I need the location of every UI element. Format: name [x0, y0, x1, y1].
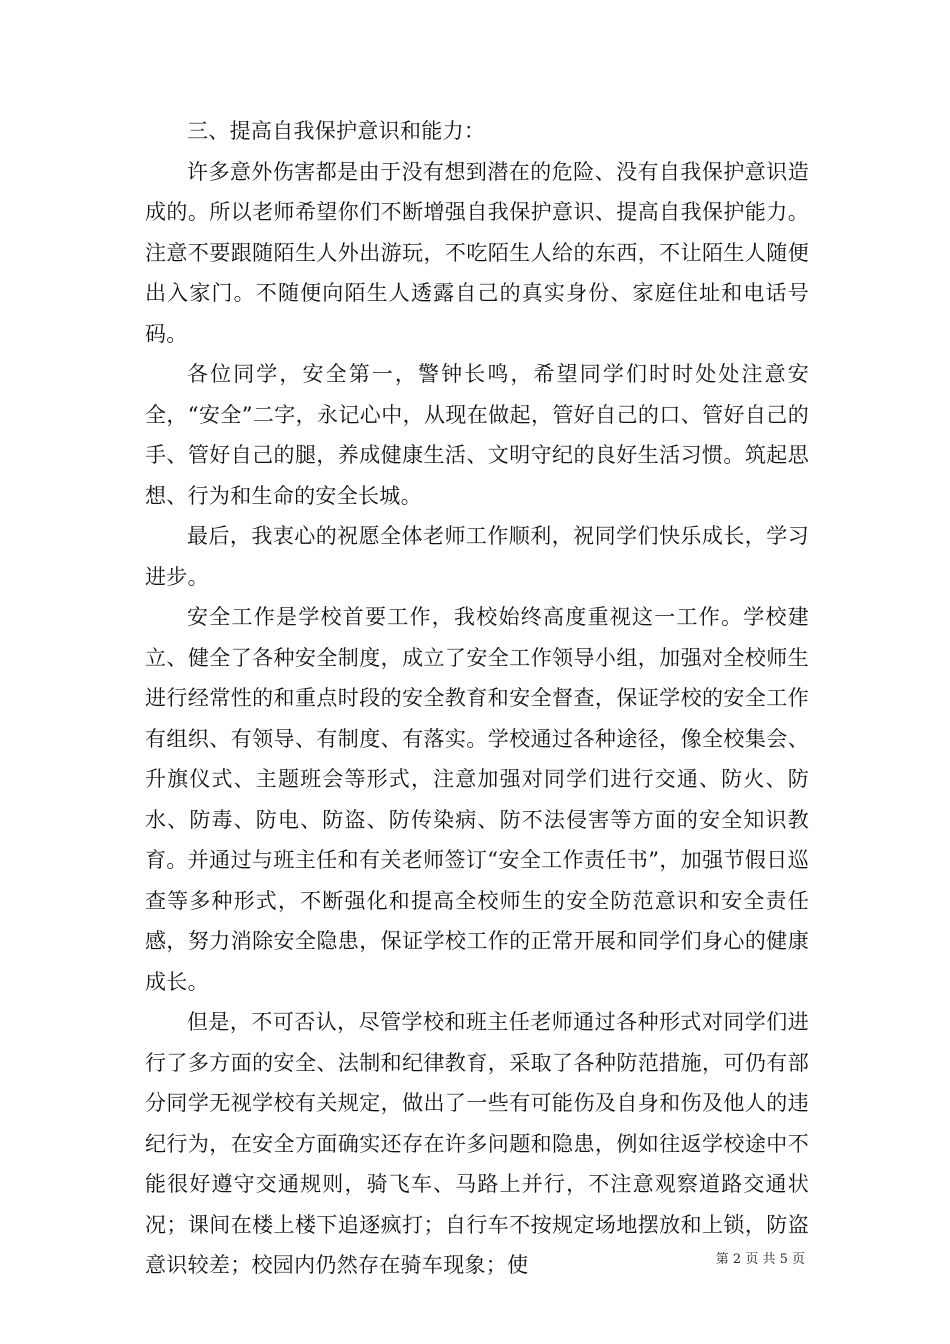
- section-heading: 三、提高自我保护意识和能力：: [187, 119, 486, 143]
- paragraph-existing-problems: 但是，不可否认，尽管学校和班主任老师通过各种形式对同学们进行了多方面的安全、法制和纪律教育，采取了各种防范措施，可仍有部分同学无视学校有关规定，做出了一些有可能伤及自身和伤及他人的违纪行为，在安全方面确实还存在许多问题和隐患，例如往返学校途中不能很好遵守交通规则，骑飞车、马路上并行，不注意观察道路交通状况；课间在楼上楼下追逐疯打；自行车不按规定场地摆放和上锁，防盗意识较差；校园内仍然存在骑车现象；使: [145, 1010, 809, 1277]
- body-text: [145, 111, 809, 1286]
- page-number: 第 2 页 共 5 页: [715, 1252, 805, 1267]
- paragraph-self-protection: 许多意外伤害都是由于没有想到潜在的危险、没有自我保护意识造成的。所以老师希望你们不断增强自我保护意识、提高自我保护能力。注意不要跟随陌生人外出游玩，不吃陌生人给的东西，不让陌生人随便出入家门。不随便向陌生人透露自己的真实身份、家庭住址和电话号码。: [145, 159, 809, 346]
- paragraph-safety-first: 各位同学，安全第一，警钟长鸣，希望同学们时时处处注意安全，“安全”二字，永记心中，从现在做起，管好自己的口、管好自己的手、管好自己的腿，养成健康生活、文明守纪的良好生活习惯。筑起思想、行为和生命的安全长城。: [145, 362, 809, 508]
- paragraph-school-safety-work: 安全工作是学校首要工作，我校始终高度重视这一工作。学校建立、健全了各种安全制度，成立了安全工作领导小组，加强对全校师生进行经常性的和重点时段的安全教育和安全督查，保证学校的安全工作有组织、有领导、有制度、有落实。学校通过各种途径，像全校集会、升旗仪式、主题班会等形式，注意加强对同学们进行交通、防火、防水、防毒、防电、防盗、防传染病、防不法侵害等方面的安全知识教育。并通过与班主任和有关老师签订“安全工作责任书”，加强节假日巡查等多种形式，不断强化和提高全校师生的安全防范意识和安全责任感，努力消除安全隐患，保证学校工作的正常开展和同学们身心的健康成长。: [145, 605, 809, 994]
- paragraph-closing-wishes: 最后，我衷心的祝愿全体老师工作顺利，祝同学们快乐成长，学习进步。: [145, 524, 809, 589]
